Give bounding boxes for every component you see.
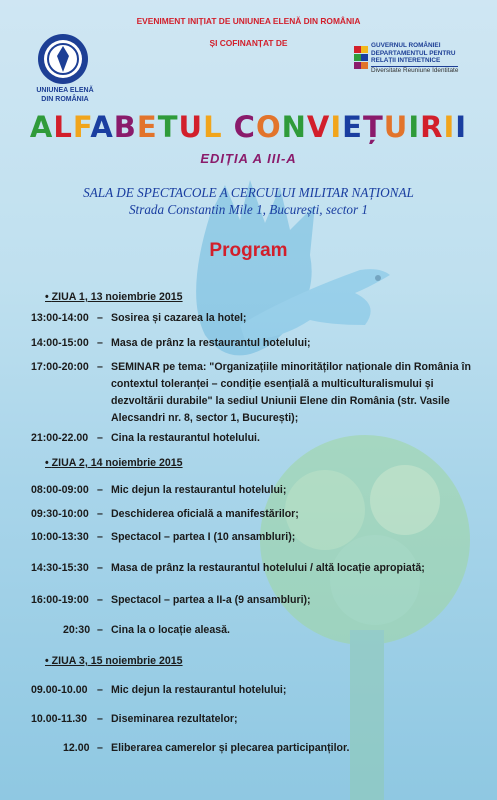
- title-letter: A: [90, 110, 114, 144]
- org-left-line-2: DIN ROMÂNIA: [41, 96, 89, 103]
- schedule-row: 09:30-10:00 – Deschiderea oficială a manifestărilor;: [31, 508, 299, 520]
- title-letter: I: [455, 110, 468, 144]
- row-desc: Cina la restaurantul hotelului.: [111, 432, 260, 444]
- row-time: 20:30: [63, 624, 91, 636]
- title-letter: Ț: [362, 110, 384, 144]
- puzzle-icon: [354, 46, 368, 76]
- title-letter: E: [136, 110, 158, 144]
- venue-name: SALA DE SPECTACOLE A CERCULUI MILITAR NAȚIONAL: [83, 185, 414, 200]
- title-letter: [223, 110, 234, 144]
- government-logo: [354, 42, 489, 82]
- gov-line-3: RELAȚII INTERETNICE: [371, 57, 441, 65]
- day-2-text: ZIUA 2, 14 noiembrie 2015: [51, 457, 183, 469]
- row-time: 09.00-10.00: [31, 684, 88, 696]
- row-desc: Spectacol – partea I (10 ansambluri);: [111, 531, 296, 543]
- row-desc: Deschiderea oficială a manifestărilor;: [111, 508, 299, 520]
- row-desc: Mic dejun la restaurantul hotelului;: [111, 684, 287, 696]
- title-letter: A: [29, 110, 54, 144]
- row-desc: SEMINAR pe tema: "Organizațiile minorităților naționale din România în contextul toleranței – condiție esențială a multiculturalismului și dezvoltării durabile" la sediul Uniunii Elene din România (str. Vasile Alecsandri nr. 8, sector 1, București);: [111, 361, 471, 424]
- row-time: 14:00-15:00: [31, 337, 89, 349]
- edition-label: EDIȚIA A III-A: [200, 151, 297, 166]
- row-desc: Masa de prânz la restaurantul hotelului;: [111, 337, 311, 349]
- event-title: [0, 110, 497, 144]
- schedule-row: 10.00-11.30 – Diseminarea rezultatelor;: [31, 713, 238, 725]
- venue-address: Strada Constantin Mile 1, București, sector 1: [128, 202, 369, 217]
- schedule-row: 09.00-10.00 – Mic dejun la restaurantul hotelului;: [31, 684, 287, 696]
- title-letter: V: [306, 110, 331, 144]
- title-letter: U: [383, 110, 409, 144]
- title-letter: L: [53, 110, 73, 144]
- row-desc: Mic dejun la restaurantul hotelului;: [111, 484, 287, 496]
- schedule-row: 20:30 – Cina la o locație aleasă.: [63, 624, 230, 636]
- title-letter: R: [420, 110, 444, 144]
- schedule-row: 08:00-09:00 – Mic dejun la restaurantul hotelului;: [31, 484, 287, 496]
- title-letter: L: [203, 110, 223, 144]
- title-letter: I: [330, 110, 343, 144]
- title-letter: I: [408, 110, 421, 144]
- gov-line-1: GUVERNUL ROMÂNIEI: [371, 42, 441, 49]
- schedule-row: 21:00-22.00 – Cina la restaurantul hotelului.: [31, 432, 260, 444]
- row-time: 10.00-11.30: [31, 713, 87, 725]
- day-3-heading: • ZIUA 3, 15 noiembrie 2015: [45, 655, 183, 667]
- title-letter: U: [178, 110, 204, 144]
- title-letter: E: [342, 110, 363, 144]
- hellenic-union-label: [30, 86, 100, 104]
- schedule-row: 14:30-15:30 – Masa de prânz la restaurantul hotelului / altă locație apropiată;: [31, 562, 425, 574]
- row-time: 08:00-09:00: [31, 484, 89, 496]
- row-time: 14:30-15:30: [31, 562, 89, 574]
- title-letter: C: [233, 110, 256, 144]
- row-time: 21:00-22.00: [31, 432, 89, 444]
- row-time: 13:00-14:00: [31, 312, 89, 324]
- event-title-text: [30, 110, 467, 144]
- row-desc: Sosirea și cazarea la hotel;: [111, 312, 247, 324]
- title-letter: N: [281, 110, 307, 144]
- title-letter: F: [72, 110, 91, 144]
- row-time: 09:30-10:00: [31, 508, 89, 520]
- day-1-heading: • ZIUA 1, 13 noiembrie 2015: [45, 291, 183, 303]
- row-time: 12.00: [63, 742, 90, 754]
- row-desc: Cina la o locație aleasă.: [111, 624, 230, 636]
- day-1-text: ZIUA 1, 13 noiembrie 2015: [51, 291, 183, 303]
- schedule-row: 13:00-14:00 – Sosirea și cazarea la hotel;: [31, 312, 247, 324]
- row-desc: Spectacol – partea a II-a (9 ansambluri);: [111, 594, 311, 606]
- row-desc: Masa de prânz la restaurantul hotelului / altă locație apropiată;: [111, 562, 425, 574]
- org-left-line-1: UNIUNEA ELENĂ: [36, 87, 94, 94]
- schedule-row: 12.00 – Eliberarea camerelor și plecarea participanților.: [63, 742, 350, 754]
- title-letter: O: [255, 110, 282, 144]
- gov-line-4: Diversitate Reuniune Identitate: [371, 67, 459, 75]
- schedule-row: 16:00-19:00 – Spectacol – partea a II-a (9 ansambluri);: [31, 594, 311, 606]
- schedule-row: 10:00-13:30 – Spectacol – partea I (10 ansambluri);: [31, 531, 296, 543]
- row-time: 17:00-20:00: [31, 361, 89, 373]
- row-time: 10:00-13:30: [31, 531, 89, 543]
- day-3-text: ZIUA 3, 15 noiembrie 2015: [51, 655, 183, 667]
- title-letter: B: [113, 110, 137, 144]
- gov-line-2: DEPARTAMENTUL PENTRU: [371, 49, 456, 57]
- hellenic-union-logo: [36, 32, 90, 86]
- row-time: 16:00-19:00: [31, 594, 89, 606]
- title-letter: I: [443, 110, 456, 144]
- day-2-heading: • ZIUA 2, 14 noiembrie 2015: [45, 457, 183, 469]
- header-line-1: EVENIMENT INIȚIAT DE UNIUNEA ELENĂ DIN ROMÂNIA: [136, 16, 361, 26]
- row-desc: Diseminarea rezultatelor;: [111, 713, 238, 725]
- header-line-2: ȘI COFINANȚAT DE: [209, 38, 288, 48]
- row-desc: Eliberarea camerelor și plecarea participanților.: [111, 742, 350, 754]
- venue-block: [0, 184, 497, 218]
- program-heading: Program: [209, 240, 288, 261]
- title-letter: T: [157, 110, 179, 144]
- schedule-row: 14:00-15:00 – Masa de prânz la restaurantul hotelului;: [31, 337, 311, 349]
